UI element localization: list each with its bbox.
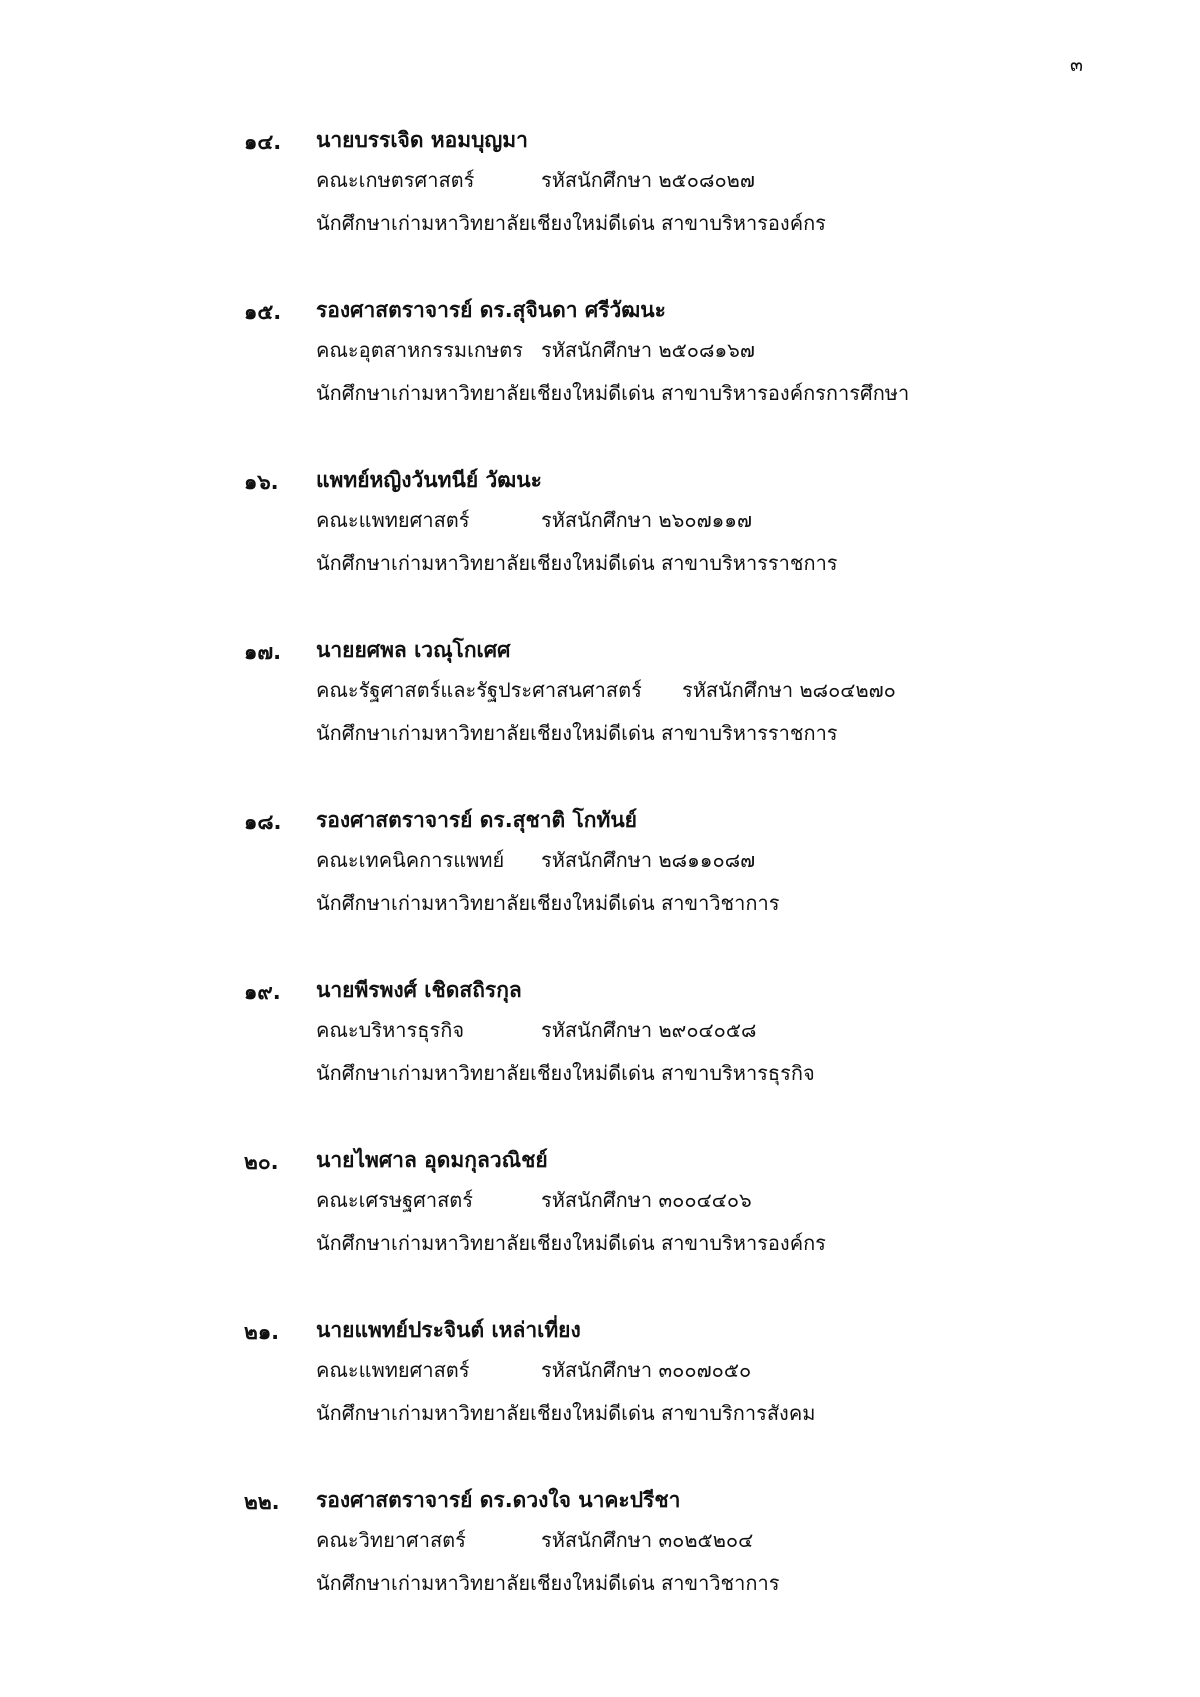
entry-student-id: รหัสนักศึกษา ๒๙๐๔๐๕๘: [541, 1018, 757, 1042]
entry-student-id: รหัสนักศึกษา ๒๕๐๘๐๒๗: [541, 168, 755, 192]
entry-number: ๒๒.: [244, 1490, 280, 1514]
entry-number: ๑๖.: [244, 470, 279, 494]
entry-student-id: รหัสนักศึกษา ๒๕๐๘๑๖๗: [541, 338, 755, 362]
entry-student-id: รหัสนักศึกษา ๓๐๐๗๐๕๐: [541, 1358, 752, 1382]
entry-student-id: รหัสนักศึกษา ๓๐๒๕๒๐๔: [541, 1528, 754, 1552]
entry-number: ๑๗.: [244, 640, 282, 664]
entry-number: ๑๕.: [244, 300, 282, 324]
entry-faculty: คณะเกษตรศาสตร์: [316, 168, 475, 192]
entry-student-id: รหัสนักศึกษา ๒๖๐๗๑๑๗: [541, 508, 753, 532]
entry-award: นักศึกษาเก่ามหาวิทยาลัยเชียงใหม่ดีเด่น สาขาบริหารราชการ: [316, 551, 838, 575]
page-number: ๓: [1070, 54, 1083, 76]
entry-award: นักศึกษาเก่ามหาวิทยาลัยเชียงใหม่ดีเด่น สาขาบริหารองค์กร: [316, 1231, 826, 1255]
entry-faculty: คณะวิทยาศาสตร์: [316, 1528, 466, 1552]
entry-name: นายบรรเจิด หอมบุญมา: [316, 128, 528, 152]
entry-number: ๑๔.: [244, 130, 282, 154]
entry-faculty: คณะอุตสาหกรรมเกษตร: [316, 338, 523, 362]
entry-number: ๒๐.: [244, 1150, 279, 1174]
entry-award: นักศึกษาเก่ามหาวิทยาลัยเชียงใหม่ดีเด่น สาขาวิชาการ: [316, 891, 780, 915]
entry-student-id: รหัสนักศึกษา ๓๐๐๔๔๐๖: [541, 1188, 752, 1212]
entry-award: นักศึกษาเก่ามหาวิทยาลัยเชียงใหม่ดีเด่น สาขาบริหารองค์กรการศึกษา: [316, 381, 910, 405]
entry-award: นักศึกษาเก่ามหาวิทยาลัยเชียงใหม่ดีเด่น สาขาบริหารองค์กร: [316, 211, 826, 235]
entry-faculty: คณะแพทยศาสตร์: [316, 508, 470, 532]
entry-number: ๑๙.: [244, 980, 281, 1004]
entry-faculty: คณะเศรษฐศาสตร์: [316, 1188, 474, 1212]
entry-number: ๑๘.: [244, 810, 282, 834]
entry-student-id: รหัสนักศึกษา ๒๘๑๑๐๘๗: [541, 848, 756, 872]
entry-faculty: คณะแพทยศาสตร์: [316, 1358, 470, 1382]
entry-award: นักศึกษาเก่ามหาวิทยาลัยเชียงใหม่ดีเด่น สาขาบริหารราชการ: [316, 721, 838, 745]
entry-student-id: รหัสนักศึกษา ๒๘๐๔๒๗๐: [682, 678, 896, 702]
entry-faculty: คณะรัฐศาสตร์และรัฐประศาสนศาสตร์: [316, 678, 642, 702]
entry-faculty: คณะบริหารธุรกิจ: [316, 1018, 465, 1042]
entry-number: ๒๑.: [244, 1320, 280, 1344]
entry-name: แพทย์หญิงวันทนีย์ วัฒนะ: [316, 468, 542, 492]
entry-name: นายพีรพงศ์ เชิดสถิรกุล: [316, 978, 522, 1002]
entry-award: นักศึกษาเก่ามหาวิทยาลัยเชียงใหม่ดีเด่น สาขาบริการสังคม: [316, 1401, 816, 1425]
entry-name: นายไพศาล อุดมกุลวณิชย์: [316, 1148, 548, 1172]
entry-name: รองศาสตราจารย์ ดร.ดวงใจ นาคะปรีชา: [316, 1488, 681, 1512]
entry-award: นักศึกษาเก่ามหาวิทยาลัยเชียงใหม่ดีเด่น สาขาบริหารธุรกิจ: [316, 1061, 815, 1085]
entry-name: รองศาสตราจารย์ ดร.สุจินดา ศรีวัฒนะ: [316, 298, 666, 322]
entry-award: นักศึกษาเก่ามหาวิทยาลัยเชียงใหม่ดีเด่น สาขาวิชาการ: [316, 1571, 780, 1595]
entry-name: รองศาสตราจารย์ ดร.สุชาติ โกทันย์: [316, 808, 637, 832]
entry-name: นายยศพล เวณุโกเศศ: [316, 638, 511, 662]
entry-name: นายแพทย์ประจินต์ เหล่าเที่ยง: [316, 1318, 581, 1342]
entry-faculty: คณะเทคนิคการแพทย์: [316, 848, 505, 872]
